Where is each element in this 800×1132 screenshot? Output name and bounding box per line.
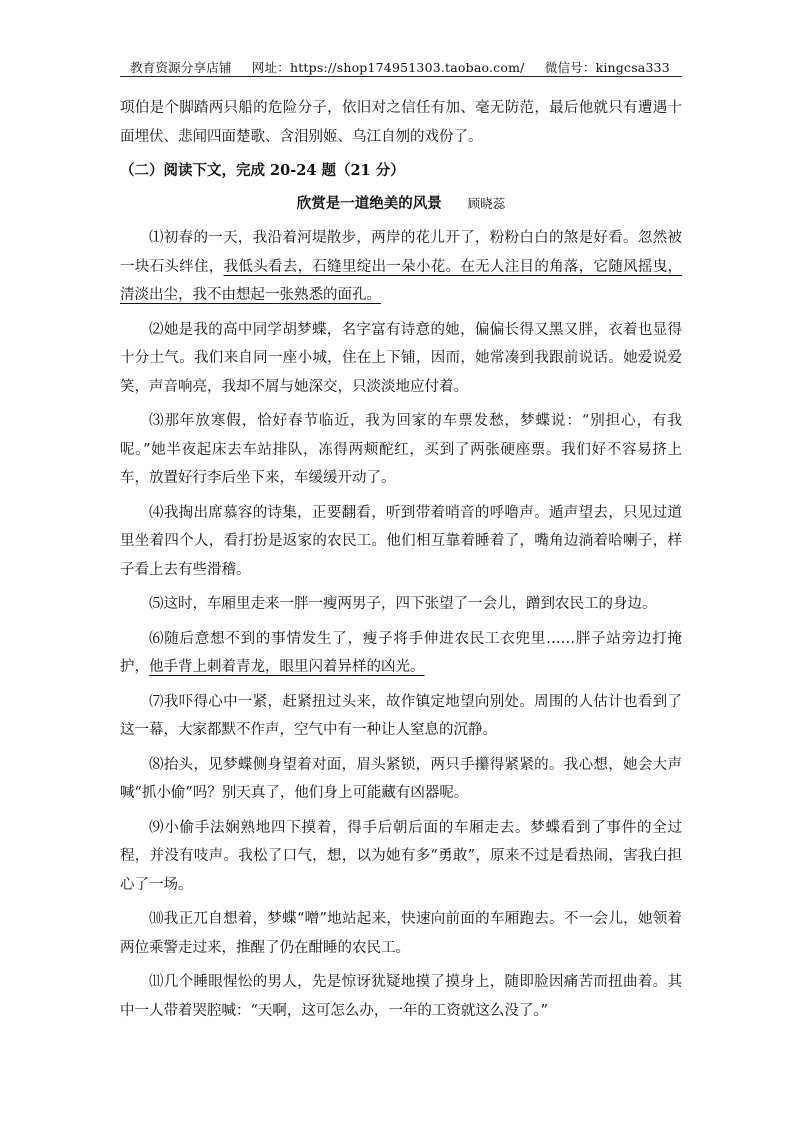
paragraph-6-text: ⑹随后意想不到的事情发生了，瘦子将手伸进农民工衣兜里……胖子站旁边打掩护， [120, 630, 682, 675]
header-shop-name: 教育资源分享店铺 [130, 60, 232, 75]
paragraph-11: ⑾几个睡眼惺忪的男人，先是惊讶犹疑地摸了摸身上，随即脸因痛苦而扭曲着。其中一人带着哭腔喊：“天啊，这可怎么办，一年的工资就这么没了。” [120, 974, 682, 1019]
paragraph-9: ⑼小偷手法娴熟地四下摸着，得手后朝后面的车厢走去。梦蝶看到了事件的全过程，并没有吱声。我松了口气，想，以为她有多“勇敢”，原来不过是看热闹，害我白担心了一场。 [120, 819, 682, 893]
section-heading: （二）阅读下文，完成 20-24 题（21 分） [120, 162, 405, 179]
paragraph-4: ⑷我掏出席慕容的诗集，正要翻看，听到带着哨音的呼噜声。遁声望去，只见过道里坐着四个人，看打扮是返家的农民工。他们相互靠着睡着了，嘴角边淌着哈喇子，样子看上去有些滑稽。 [120, 504, 682, 578]
paragraph-1-text: ⑴初春的一天，我沿着河堤散步，两岸的花儿开了，粉粉白白的煞是好看。忽然被一块石头绊住， [120, 230, 682, 275]
paragraph-5: ⑸这时，车厢里走来一胖一瘦两男子，四下张望了一会儿，蹭到农民工的身边。 [149, 596, 657, 612]
paragraph-1 [120, 224, 682, 310]
paragraph-8: ⑻抬头，见梦蝶侧身望着对面，眉头紧锁，两只手攥得紧紧的。我心想，她会大声喊“抓小偷”吗？别天真了，他们身上可能藏有凶器呢。 [120, 756, 682, 801]
continuation-paragraph: 项伯是个脚踏两只船的危险分子，依旧对之信任有加、毫无防范，最后他就只有遭遇十面埋伏、悲闻四面楚歌、含泪别姬、乌江自刎的戏份了。 [120, 100, 682, 145]
header-wechat: 微信号：kingcsa333 [544, 60, 670, 75]
header-url: 网址：https://shop174951303.taobao.com/ [251, 60, 525, 75]
paragraph-6-underlined: 他手背上刺着青龙，眼里闪着异样的凶光。 [149, 659, 425, 675]
article-title: 欣赏是一道绝美的风景 [296, 194, 442, 212]
header-divider [120, 76, 682, 77]
paragraph-3: ⑶那年放寒假，恰好春节临近，我为回家的车票发愁，梦蝶说：“别担心，有我呢。”她半夜起床去车站排队，冻得两颊酡红，买到了两张硬座票。我们好不容易挤上车，放置好行李后坐下来，车缓缓开动了。 [120, 413, 682, 486]
paragraph-10: ⑽我正兀自想着，梦蝶“噌”地站起来，快速向前面的车厢跑去。不一会儿，她领着两位乘警走过来，推醒了仍在酣睡的农民工。 [120, 911, 682, 956]
page-header [0, 58, 800, 76]
paragraph-6 [120, 625, 682, 682]
document-body [120, 94, 682, 1025]
article-title-line [120, 190, 682, 219]
article-author: 顾晓蕊 [467, 195, 506, 211]
paragraph-1-underlined: 我低头看去，石缝里绽出一朵小花。在无人注目的角落，它随风摇曳，清淡出尘，我不由想起一张熟悉的面孔。 [120, 258, 683, 303]
paragraph-7: ⑺我吓得心中一紧，赶紧扭过头来，故作镇定地望向别处。周围的人估计也看到了这一幕，大家都默不作声，空气中有一种让人窒息的沉静。 [120, 693, 682, 738]
paragraph-2: ⑵她是我的高中同学胡梦蝶，名字富有诗意的她，偏偏长得又黑又胖，衣着也显得十分土气。我们来自同一座小城，住在上下铺，因而，她常凑到我跟前说话。她爱说爱笑，声音响亮，我却不屑与她深交，只淡淡地应付着。 [120, 321, 682, 395]
